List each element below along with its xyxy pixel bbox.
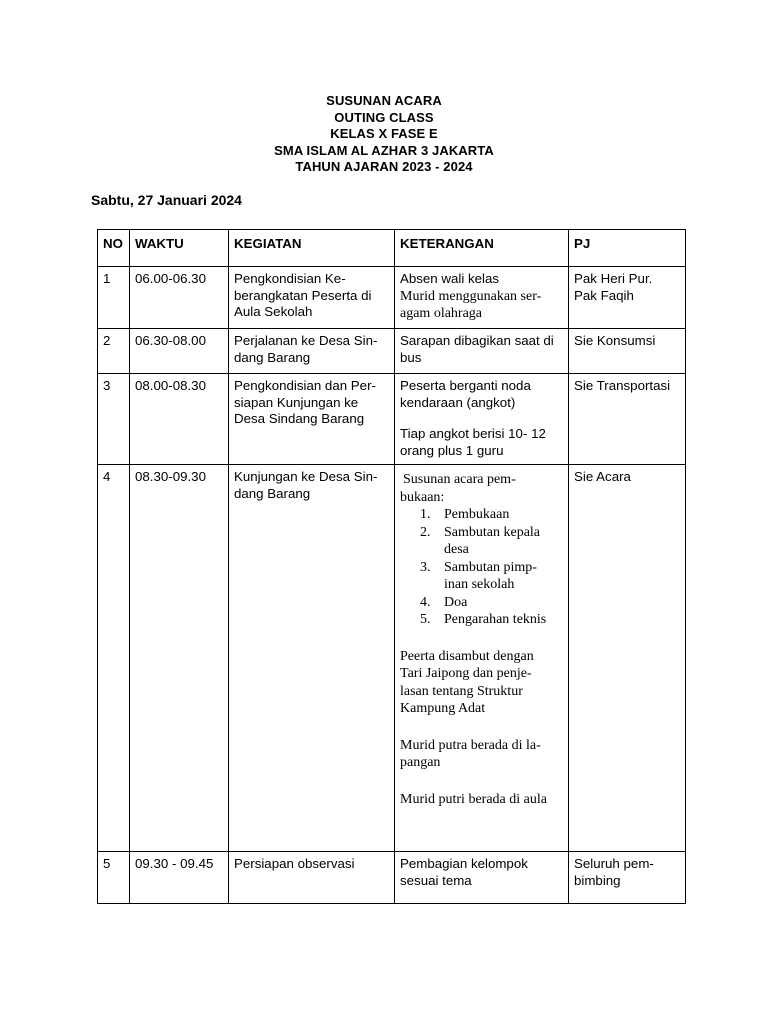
cell-no: 3: [98, 374, 130, 465]
cell-text: Tari Jaipong dan penje-: [400, 666, 532, 681]
table-row: [98, 329, 686, 374]
cell-text: Persiapan observasi: [234, 856, 355, 871]
cell-keterangan: [395, 267, 569, 329]
cell-text: bus: [400, 349, 422, 365]
cell-text: Desa Sindang Barang: [234, 411, 365, 426]
cell-text: bimbing: [574, 872, 621, 888]
cell-text: Murid putra berada di la-: [400, 737, 541, 753]
document-title: [0, 93, 768, 176]
title-line: KELAS X FASE E: [330, 126, 438, 141]
cell-waktu: 06.30-08.00: [130, 329, 229, 374]
schedule-table: [97, 229, 686, 904]
list-text: inan sekolah: [444, 577, 515, 592]
cell-text: dang Barang: [234, 485, 311, 501]
list-number: 2.: [420, 524, 431, 540]
cell-text: Aula Sekolah: [234, 304, 313, 319]
title-line: SMA ISLAM AL AZHAR 3 JAKARTA: [274, 142, 494, 158]
event-date: Sabtu, 27 Januari 2024: [91, 192, 242, 208]
table-header-row: [98, 230, 686, 267]
cell-text: Sie Transportasi: [574, 378, 671, 393]
cell-text: kendaraan (angkot): [400, 394, 516, 410]
list-number: 5.: [420, 612, 431, 627]
list-text: Pengarahan teknis: [444, 612, 547, 627]
cell-keterangan: [395, 374, 569, 465]
cell-no: 4: [98, 465, 130, 852]
cell-waktu: 06.00-06.30: [130, 267, 229, 329]
cell-no: 5: [98, 852, 130, 904]
cell-keterangan: [395, 465, 569, 852]
list-text: Doa: [444, 594, 468, 610]
cell-pj: [569, 267, 686, 329]
cell-waktu: 08.30-09.30: [130, 465, 229, 852]
title-line: TAHUN AJARAN 2023 - 2024: [295, 159, 473, 174]
list-item: [420, 611, 563, 629]
cell-text: Pak Heri Pur.: [574, 271, 653, 286]
column-header-kegiatan: KEGIATAN: [229, 230, 395, 267]
cell-text: Sarapan dibagikan saat di: [400, 333, 554, 348]
cell-text: pangan: [400, 755, 441, 770]
cell-kegiatan: [229, 465, 395, 852]
cell-text: Seluruh pem-: [574, 856, 654, 871]
column-header-pj: PJ: [569, 230, 686, 267]
table-row: [98, 852, 686, 904]
list-item: [420, 559, 563, 594]
title-line: SUSUNAN ACARA: [326, 93, 442, 108]
list-number: 3.: [420, 559, 431, 575]
cell-text: siapan Kunjungan ke: [234, 394, 359, 410]
cell-text: Kunjungan ke Desa Sin-: [234, 469, 378, 484]
cell-kegiatan: [229, 267, 395, 329]
cell-pj: [569, 329, 686, 374]
list-text: Sambutan pimp-: [444, 559, 537, 575]
cell-kegiatan: [229, 374, 395, 465]
cell-text: Perjalanan ke Desa Sin-: [234, 333, 378, 348]
cell-text: sesuai tema: [400, 872, 472, 888]
list-text: desa: [444, 542, 469, 557]
list-item: [420, 524, 563, 559]
cell-text: Murid putri berada di aula: [400, 791, 547, 807]
cell-kegiatan: [229, 329, 395, 374]
opening-agenda-list: [400, 506, 563, 629]
list-number: 1.: [420, 507, 431, 522]
column-header-waktu: WAKTU: [130, 230, 229, 267]
cell-text: lasan tentang Struktur: [400, 683, 523, 699]
cell-pj: [569, 465, 686, 852]
cell-text: Pak Faqih: [574, 287, 634, 303]
cell-text: Kampung Adat: [400, 701, 486, 716]
cell-keterangan: [395, 329, 569, 374]
cell-text: agam olahraga: [400, 306, 483, 321]
cell-text: berangkatan Peserta di: [234, 287, 372, 303]
table-row: [98, 374, 686, 465]
cell-text: Susunan acara pem-: [403, 472, 516, 487]
cell-text: Pembagian kelompok: [400, 856, 528, 871]
list-number: 4.: [420, 594, 431, 610]
cell-text: Murid menggunakan ser-: [400, 288, 542, 304]
cell-text: Sie Konsumsi: [574, 333, 656, 348]
cell-text: bukaan:: [400, 489, 445, 505]
list-item: [420, 506, 563, 524]
column-header-no: NO: [98, 230, 130, 267]
cell-text: Absen wali kelas: [400, 271, 500, 286]
cell-waktu: 09.30 - 09.45: [130, 852, 229, 904]
cell-text: Sie Acara: [574, 469, 631, 484]
list-text: Sambutan kepala: [444, 524, 541, 540]
cell-kegiatan: [229, 852, 395, 904]
cell-text: Tiap angkot berisi 10- 12: [400, 426, 546, 441]
cell-pj: [569, 852, 686, 904]
cell-text: dang Barang: [234, 349, 311, 365]
cell-text: Pengkondisian Ke-: [234, 271, 346, 286]
cell-text: Pengkondisian dan Per-: [234, 378, 376, 393]
table-row: [98, 465, 686, 852]
cell-waktu: 08.00-08.30: [130, 374, 229, 465]
list-text: Pembukaan: [444, 507, 510, 522]
table-row: [98, 267, 686, 329]
cell-text: orang plus 1 guru: [400, 442, 504, 458]
title-line: OUTING CLASS: [334, 109, 434, 125]
cell-keterangan: [395, 852, 569, 904]
column-header-keterangan: KETERANGAN: [395, 230, 569, 267]
cell-text: Peserta berganti noda: [400, 378, 531, 393]
cell-pj: [569, 374, 686, 465]
cell-no: 2: [98, 329, 130, 374]
list-item: [420, 594, 563, 612]
cell-no: 1: [98, 267, 130, 329]
cell-text: Peerta disambut dengan: [400, 648, 534, 664]
